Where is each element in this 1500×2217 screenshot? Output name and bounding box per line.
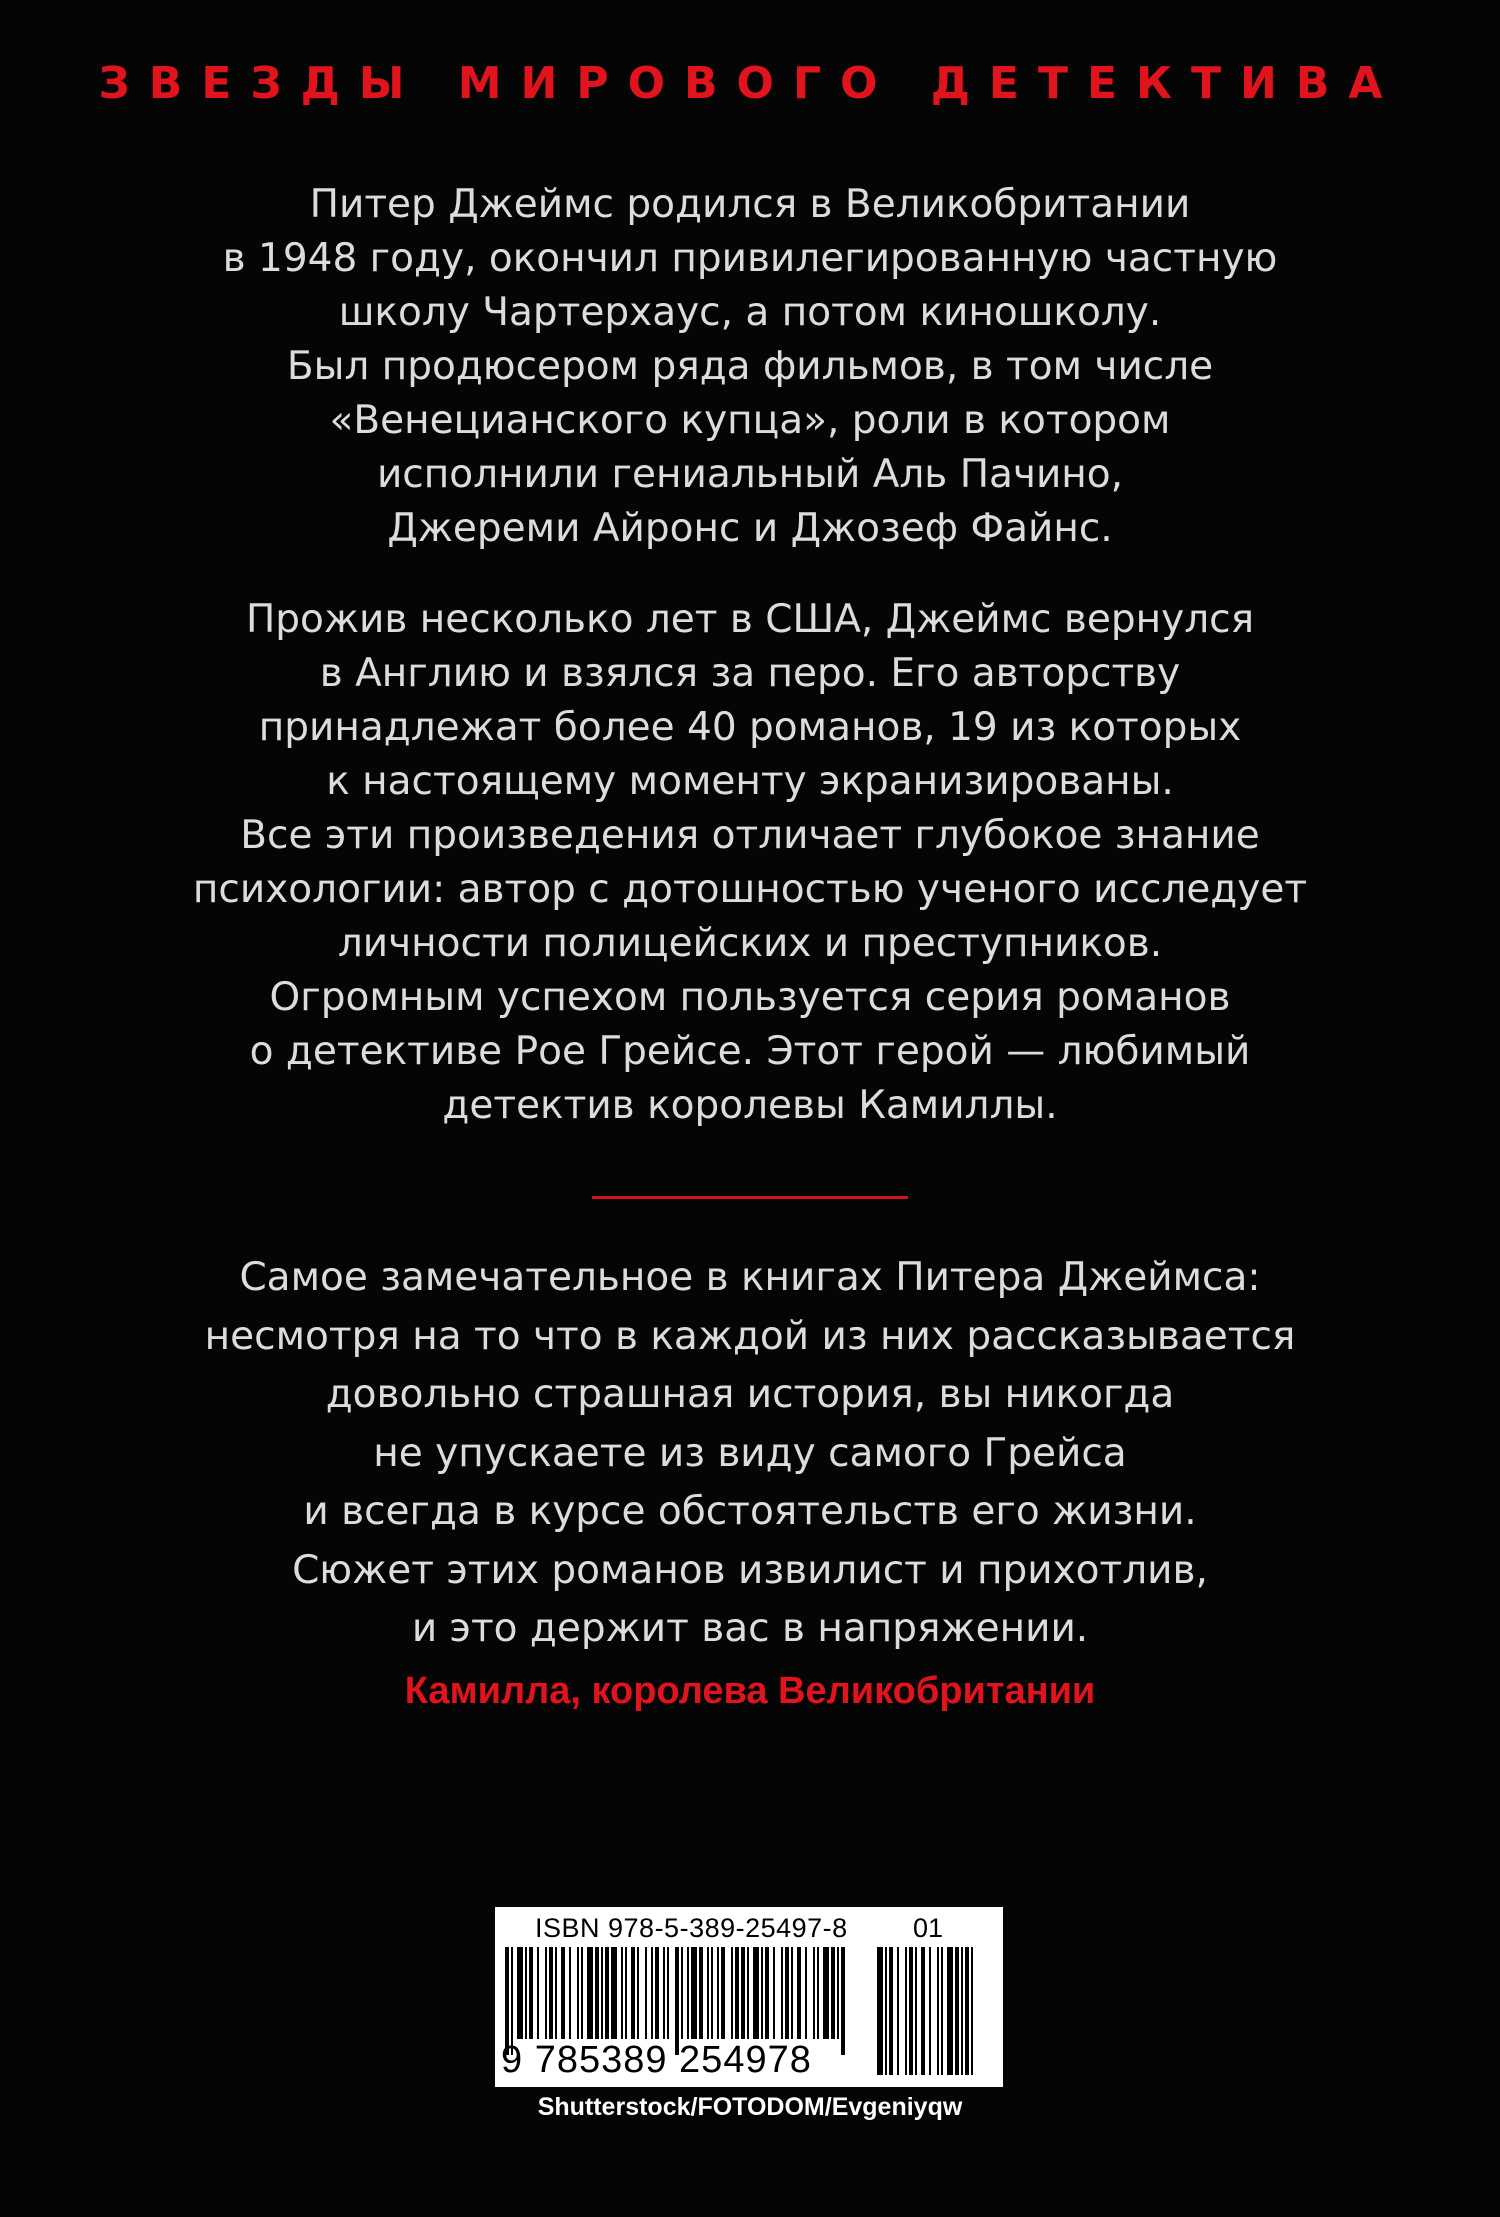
barcode-bar	[569, 1947, 571, 2039]
barcode-addon-bar	[965, 1947, 969, 2075]
barcode-bar	[761, 1947, 763, 2039]
quote-paragraph	[0, 1249, 1500, 1659]
barcode-bar	[529, 1947, 533, 2039]
barcode-bar	[517, 1947, 523, 2039]
barcode-addon-bar	[889, 1947, 893, 2075]
barcode-digits: 9 785389 254978	[501, 2039, 812, 2081]
text-line: к настоящему моменту экранизированы.	[326, 759, 1174, 804]
barcode-bar	[595, 1947, 599, 2039]
barcode-bar	[721, 1947, 725, 2039]
barcode-bar	[805, 1947, 807, 2039]
barcode-addon-bar	[877, 1947, 883, 2075]
barcode-bar	[555, 1947, 557, 2039]
barcode-addon-bar	[941, 1947, 943, 2075]
barcode-addon-bar	[915, 1947, 917, 2075]
barcode-bar	[781, 1947, 783, 2039]
text-line: психологии: автор с дотошностью ученого исследует	[192, 867, 1308, 912]
text-line: личности полицейских и преступников.	[337, 921, 1163, 966]
barcode-addon-bar	[955, 1947, 959, 2075]
barcode-bar	[561, 1947, 565, 2039]
barcode-addon-bar	[885, 1947, 887, 2075]
text-line: исполнили гениальный Аль Пачино,	[376, 452, 1124, 497]
text-line: Сюжет этих романов извилист и прихотлив,	[292, 1547, 1208, 1593]
isbn-label: ISBN 978-5-389-25497-8	[535, 1913, 848, 1943]
author-bio-paragraph	[0, 178, 1500, 556]
text-line: в Англию и взялся за перо. Его авторству	[319, 651, 1181, 696]
barcode-bar	[537, 1947, 539, 2039]
barcode-bar	[731, 1947, 733, 2039]
text-line: в 1948 году, окончил привилегированную частную	[222, 236, 1278, 281]
text-line: Самое замечательное в книгах Питера Джеймса:	[239, 1255, 1261, 1300]
barcode-bar	[681, 1947, 683, 2039]
barcode-bar	[691, 1947, 697, 2039]
text-line: детектив королевы Камиллы.	[442, 1083, 1058, 1128]
text-line: школу Чартерхаус, а потом киношколу.	[338, 290, 1162, 335]
barcode-bar	[837, 1947, 839, 2039]
photo-credit: Shutterstock/FOTODOM/Evgeniyqw	[537, 2093, 963, 2121]
text-line: Все эти произведения отличает глубокое знание	[240, 813, 1260, 858]
barcode-addon-bar	[971, 1947, 973, 2075]
barcode-bar	[625, 1947, 627, 2039]
barcode-bar	[765, 1947, 769, 2039]
barcode-bar	[581, 1947, 583, 2039]
barcode-bar	[747, 1947, 749, 2039]
text-line: Прожив несколько лет в США, Джеймс вернулся	[245, 597, 1255, 642]
barcode-bar	[605, 1947, 609, 2039]
text-line: и это держит вас в напряжении.	[411, 1606, 1089, 1651]
barcode-bar	[699, 1947, 703, 2039]
barcode-bar	[813, 1947, 815, 2039]
barcode-bar	[525, 1947, 527, 2039]
barcode-addon-bar	[897, 1947, 899, 2075]
text-line: Огромным успехом пользуется серия романов	[269, 975, 1231, 1020]
barcode-bar	[791, 1947, 793, 2039]
barcode-bar	[741, 1947, 745, 2039]
barcode-bar	[621, 1947, 623, 2039]
text-line: несмотря на то что в каждой из них рассказывается	[204, 1313, 1296, 1359]
barcode-bar	[831, 1947, 835, 2039]
text-line: Питер Джеймс родился в Великобритании	[309, 182, 1191, 227]
barcode-bar	[817, 1947, 819, 2039]
barcode-bar	[637, 1947, 639, 2039]
barcode-bar	[797, 1947, 801, 2039]
series-title: ЗВЕЗДЫ МИРОВОГО ДЕТЕКТИВА	[98, 58, 1402, 109]
barcode-bar	[753, 1947, 759, 2039]
barcode-bar	[687, 1947, 689, 2039]
barcode-bar	[667, 1947, 669, 2039]
barcode	[495, 1907, 1003, 2087]
barcode-bar	[655, 1947, 659, 2039]
barcode-bar	[549, 1947, 553, 2039]
author-career-paragraph	[0, 593, 1500, 1133]
barcode-addon-bar	[905, 1947, 907, 2075]
text-line: Был продюсером ряда фильмов, в том числе	[286, 344, 1214, 389]
barcode-bar	[601, 1947, 603, 2039]
barcode-bar	[735, 1947, 739, 2039]
barcode-bar	[785, 1947, 789, 2039]
barcode-bar	[545, 1947, 547, 2039]
text-line: довольно страшная история, вы никогда	[325, 1372, 1175, 1417]
quote-author: Камилла, королева Великобритании	[404, 1670, 1096, 1712]
barcode-addon-bar	[909, 1947, 913, 2075]
text-line: не упускаете из виду самого Грейса	[373, 1430, 1127, 1476]
red-divider	[592, 1196, 908, 1199]
barcode-bar	[841, 1947, 845, 2055]
barcode-bar	[577, 1947, 579, 2039]
text-line: и всегда в курсе обстоятельств его жизни.	[303, 1489, 1197, 1534]
barcode-bar	[663, 1947, 665, 2039]
barcode-bar	[651, 1947, 653, 2039]
barcode-addon-bar	[929, 1947, 931, 2075]
barcode-addon-bar	[961, 1947, 963, 2075]
isbn-addon: 01	[913, 1913, 944, 1943]
barcode-bar	[717, 1947, 719, 2039]
barcode-bar	[823, 1947, 829, 2039]
barcode-bar	[707, 1947, 709, 2039]
barcode-bar	[711, 1947, 713, 2039]
text-line: Джереми Айронс и Джозеф Файнс.	[387, 506, 1113, 551]
barcode-bar	[631, 1947, 635, 2039]
text-line: «Венецианского купца», роли в котором	[329, 398, 1171, 443]
text-line: о детективе Рое Грейсе. Этот герой — любимый	[249, 1029, 1251, 1074]
barcode-addon-bar	[921, 1947, 925, 2075]
barcode-bar	[645, 1947, 647, 2039]
barcode-bar	[773, 1947, 775, 2039]
barcode-bar	[587, 1947, 593, 2039]
barcode-addon-bar	[947, 1947, 953, 2075]
barcode-addon-bar	[937, 1947, 939, 2075]
barcode-bar	[611, 1947, 617, 2039]
text-line: принадлежат более 40 романов, 19 из которых	[258, 705, 1242, 750]
